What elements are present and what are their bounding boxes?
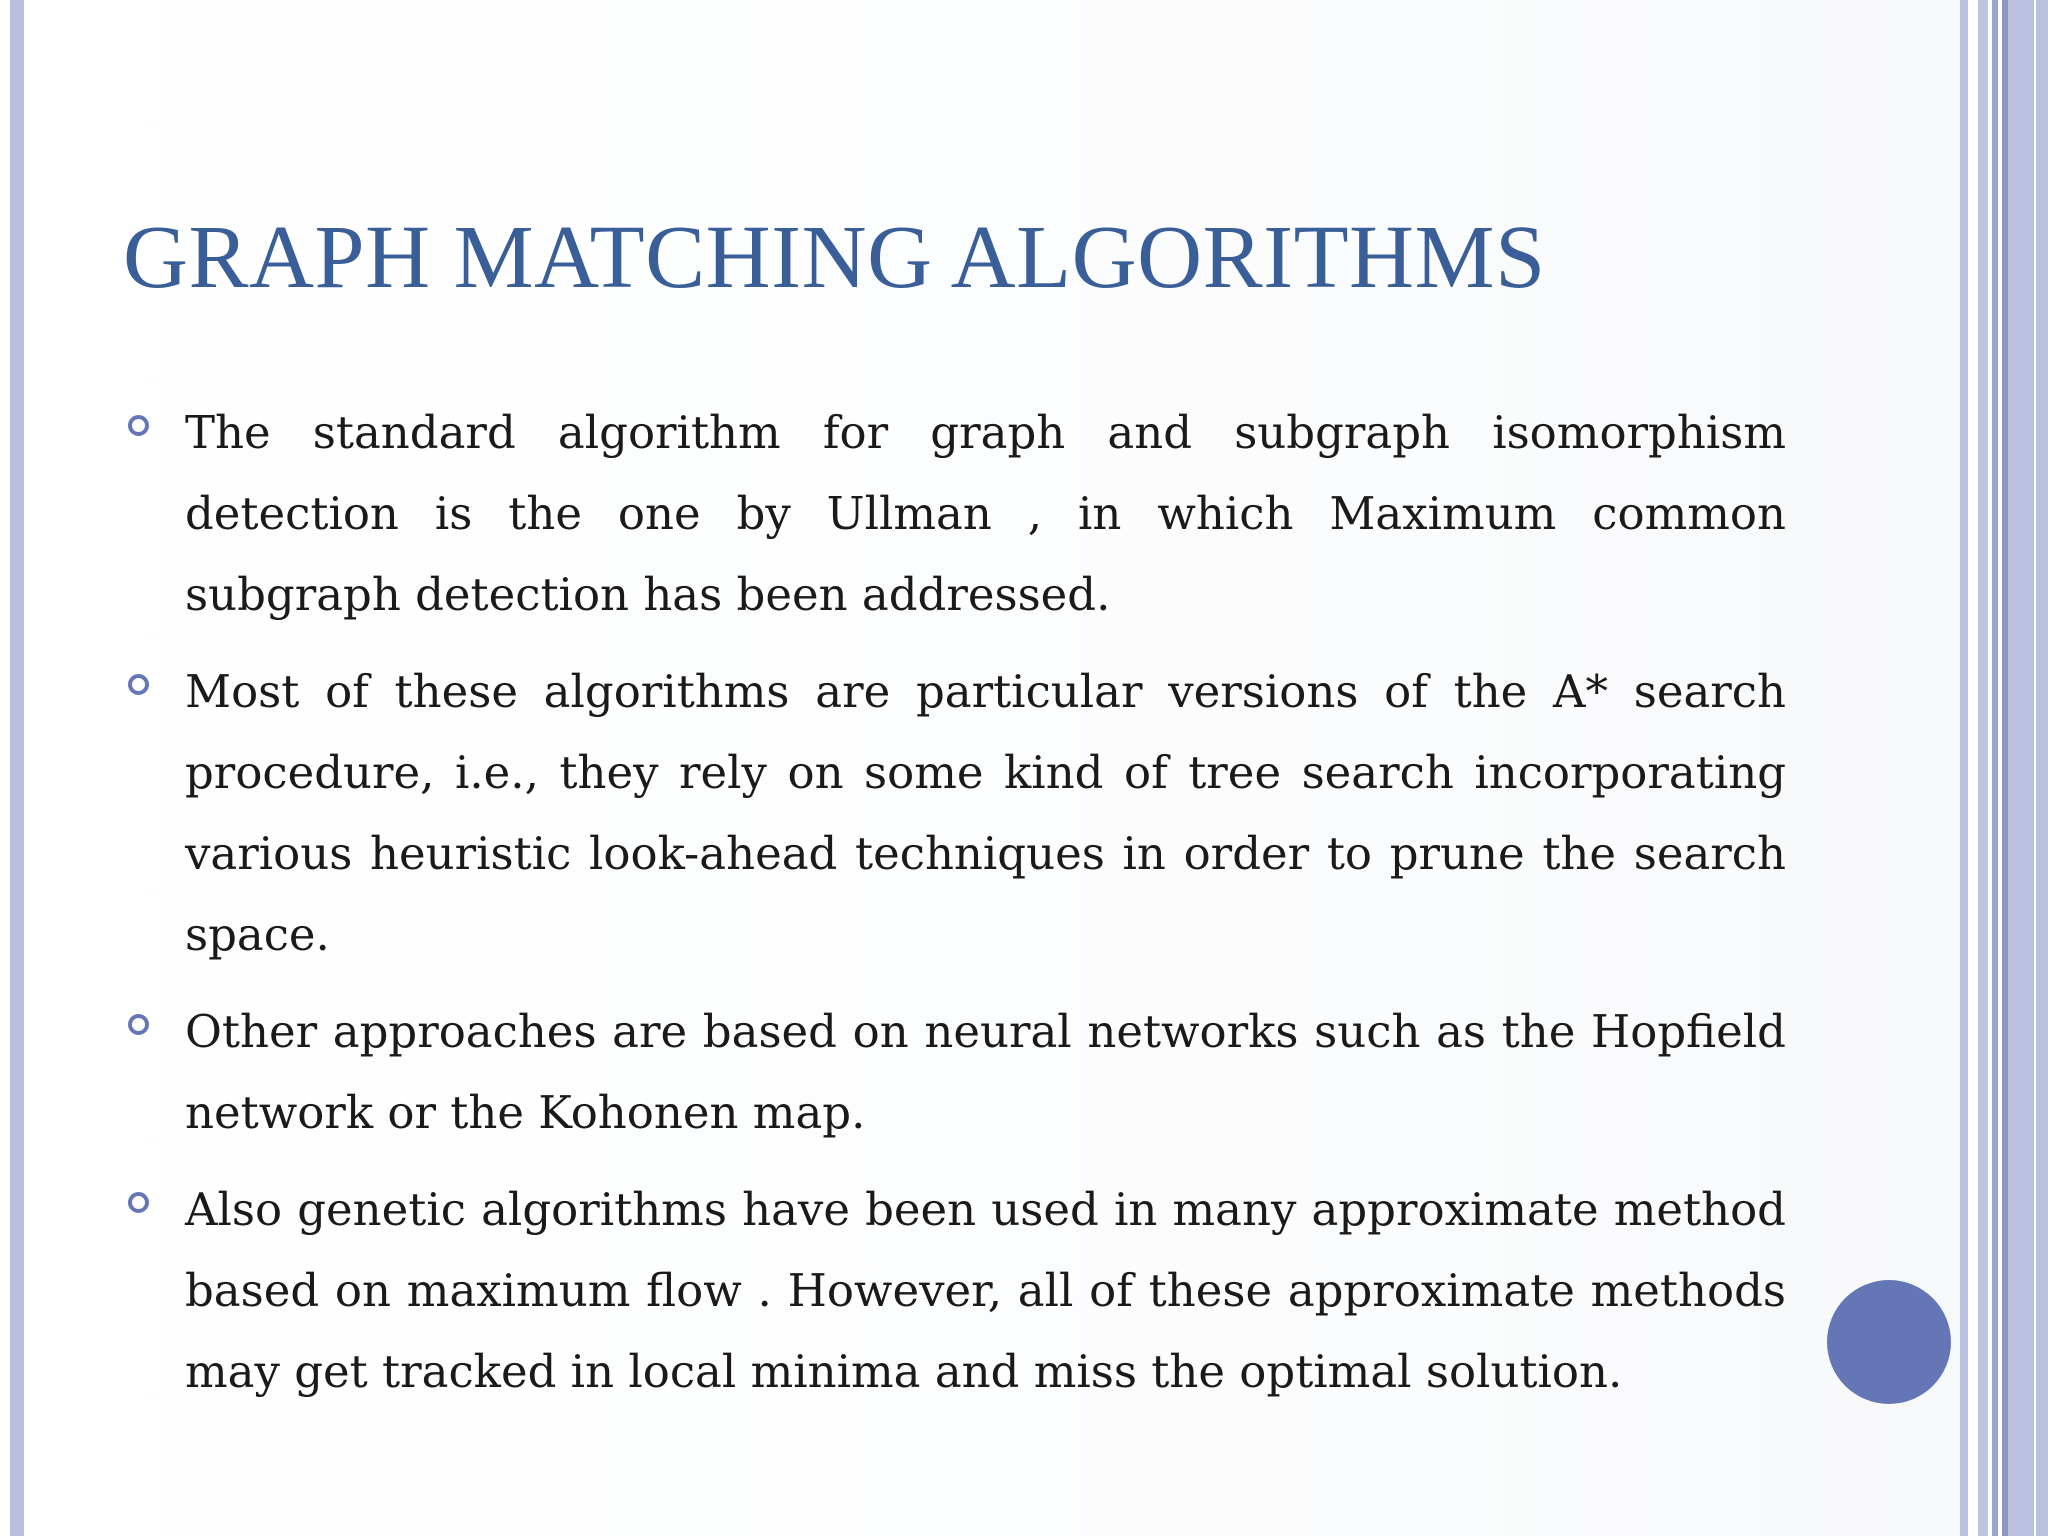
hollow-circle-bullet-icon [128,415,149,436]
hollow-circle-bullet-icon [128,674,149,695]
bullet-text: Other approaches are based on neural networks such as the Hopfield network or the Kohonen map. [185,1005,1786,1139]
hollow-circle-bullet-icon [128,1192,149,1213]
right-stripe [2034,0,2036,1536]
right-stripe [1978,0,1988,1536]
bullet-item [128,651,1786,975]
bullet-list [128,392,1786,1428]
left-decorative-bar [10,0,24,1536]
bullet-item [128,991,1786,1153]
bullet-item [128,1169,1786,1412]
right-stripe [1968,0,1978,1536]
bullet-text: Most of these algorithms are particular versions of the A* search procedure, i.e., they rely on some kind of tree search incorporating various heuristic look-ahead techniques in order to prune the search space. [185,665,1786,961]
bullet-text: The standard algorithm for graph and subgraph isomorphism detection is the one by Ullman , in which Maximum common subgraph detection has been addressed. [185,406,1786,621]
hollow-circle-bullet-icon [128,1014,149,1035]
bullet-text: Also genetic algorithms have been used in many approximate method based on maximum flow . However, all of these approximate methods may get tracked in local minima and miss the optimal solution. [185,1183,1786,1398]
decorative-circle [1827,1280,1951,1404]
right-stripe [2008,0,2048,1536]
slide-title: GRAPH MATCHING ALGORITHMS [123,208,1546,307]
bullet-item [128,392,1786,635]
right-stripe [1960,0,1968,1536]
